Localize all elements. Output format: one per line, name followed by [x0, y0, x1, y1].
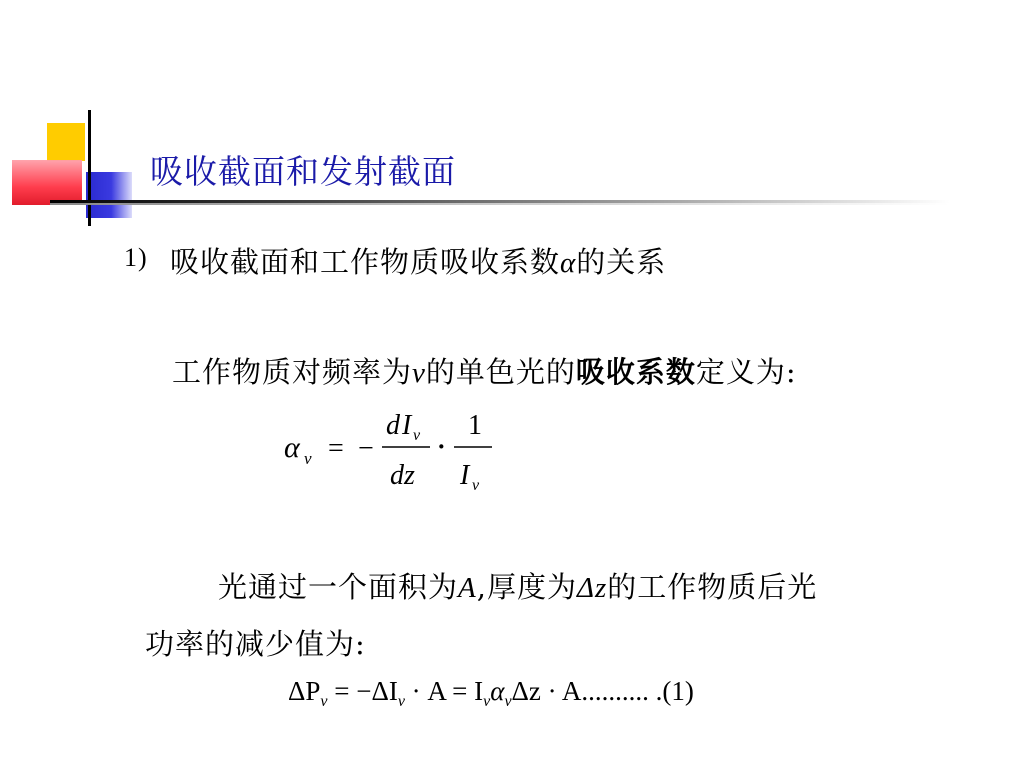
paragraph2-line2: 功率的减少值为:: [145, 627, 366, 661]
nu-symbol: ν: [412, 357, 426, 389]
paragraph2-text-1: 光通过一个面积为: [218, 570, 459, 604]
formula1-numerator-sub: ν: [413, 427, 421, 444]
formula1-dot: ·: [437, 432, 446, 461]
formula1-equals: =: [328, 433, 344, 464]
formula2-sub-2: ν: [397, 693, 405, 710]
power-decrease-formula: [288, 676, 694, 711]
formula1-alpha-sub: ν: [304, 449, 312, 468]
definition-text-2: 的单色光的: [425, 355, 576, 389]
formula2-sub-4: ν: [504, 693, 512, 710]
formula1-denominator: dz: [390, 460, 415, 491]
section-number: 1): [124, 243, 148, 272]
formula2-alpha: α: [490, 676, 505, 706]
paragraph2-text-2: ,厚度为: [476, 570, 577, 604]
definition-bold-term: 吸收系数: [575, 355, 696, 389]
formula1-den-sub: ν: [472, 477, 480, 494]
definition-text-3: 定义为:: [695, 355, 797, 389]
decor-title-underline-shadow: [50, 203, 950, 205]
absorption-coefficient-formula: [282, 402, 502, 498]
section-heading: [170, 240, 666, 281]
decor-blue-square: [86, 172, 132, 218]
definition-line: [172, 350, 797, 391]
formula1-den-I: I: [460, 460, 470, 491]
formula1-numerator-I: I: [402, 410, 412, 441]
paragraph2-text-3: 的工作物质后光: [607, 570, 818, 604]
formula2-part-5: Δz · A.......... .(1): [511, 676, 694, 706]
decor-yellow-square: [47, 123, 85, 161]
decor-vertical-line: [88, 110, 91, 226]
definition-text-1: 工作物质对频率为: [172, 355, 413, 389]
formula2-delta-p: ΔP: [288, 676, 321, 706]
formula2-sub-1: ν: [320, 693, 328, 710]
formula1-one: 1: [468, 410, 482, 441]
section-heading-text: 吸收截面和工作物质吸收系数: [170, 245, 561, 279]
formula1-minus: −: [358, 433, 374, 464]
formula1-numerator-d: d: [386, 410, 400, 441]
section-heading-suffix: 的关系: [576, 245, 667, 279]
paragraph2-line1: [218, 565, 817, 606]
decor-red-block: [12, 160, 82, 205]
delta-z-symbol: Δz: [576, 572, 608, 604]
slide-title: 吸收截面和发射截面: [150, 152, 456, 191]
area-symbol: A: [458, 572, 477, 604]
formula2-part-3: · A = I: [404, 676, 484, 706]
alpha-symbol: α: [560, 247, 577, 279]
formula2-sub-3: ν: [483, 693, 491, 710]
formula1-alpha: α: [284, 431, 300, 464]
formula2-part-2: = −ΔI: [327, 676, 398, 706]
